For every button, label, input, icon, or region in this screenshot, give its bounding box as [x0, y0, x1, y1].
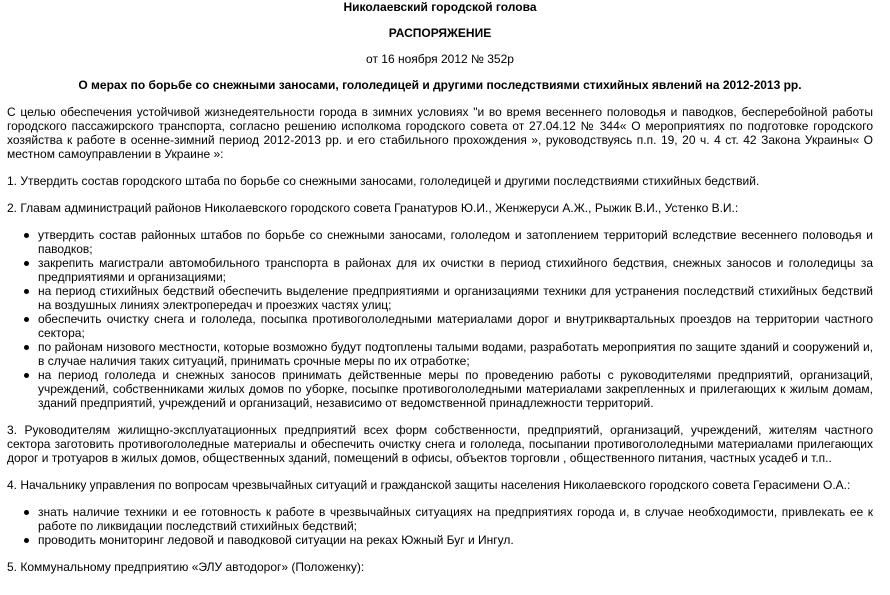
clause-4-list — [7, 505, 873, 547]
list-item: закрепить магистрали автомобильного транспорта в районах для их очистки в период стихийного бедствия, снежных заносов и гололедицы за предприятиями и организациями; — [38, 256, 873, 284]
list-item: на период гололеда и снежных заносов принимать действенные меры по проведению работы с руководителями предприятий, организаций, учреждений, собственниками жилых домов по уборке, посыпке противогололедными материалами закрепленных и прилегающих к жилым домам, зданий предприятий, учреждений и организаций, независимо от ведомственной принадлежности территорий. — [38, 368, 873, 410]
list-item: по районам низового местности, которые возможно будут подтоплены талыми водами, разработать мероприятия по защите зданий и сооружений и, в случае наличия таких ситуаций, принимать срочные меры по их отработке; — [38, 340, 873, 368]
clause-4: 4. Начальнику управления по вопросам чрезвычайных ситуаций и гражданской защиты населения Николаевского городского совета Герасимени О.А.: — [7, 478, 851, 492]
document-subject: О мерах по борьбе со снежными заносами, гололедицей и другими последствиями стихийных явлений на 2012-2013 рр. — [78, 78, 802, 92]
list-item: на период стихийных бедствий обеспечить выделение предприятиями и организациями техники для устранения последствий стихийных бедствий на воздушных линиях электропередач и проезжих частях улиц; — [38, 284, 873, 312]
preamble-paragraph: С целью обеспечения устойчивой жизнедеятельности города в зимних условиях "и во время весеннего половодья и паводков, бесперебойной работы городского пассажирского транспорта, согласно решению исполкома городского совета от 27.04.12 № 344« О мероприятиях по подготовке городского хозяйства к работе в осенне-зимний период 2012-2013 рр. и его стабильного прохождения », руководствуясь п.п. 19, 20 ч. 4 ст. 42 Закона Украины« О местном самоуправлении в Украине »: — [7, 105, 873, 161]
document — [7, 0, 873, 574]
issuing-authority: Николаевский городской голова — [343, 0, 537, 14]
list-item: обеспечить очистку снега и гололеда, посыпка противогололедными материалами дорог и внутриквартальных проездов на территории частного сектора; — [38, 312, 873, 340]
clause-2-list — [7, 228, 873, 410]
clause-2: 2. Главам администраций районов Николаевского городского совета Гранатуров Ю.И., Женжеруси А.Ж., Рыжик В.И., Устенко В.И.: — [7, 201, 739, 215]
list-item: утвердить состав районных штабов по борьбе со снежными заносами, гололедом и затоплением территорий вследствие весеннего половодья и паводков; — [38, 228, 873, 256]
document-type: РАСПОРЯЖЕНИЕ — [388, 26, 492, 40]
clause-5: 5. Коммунальному предприятию «ЭЛУ автодорог» (Положенку): — [7, 560, 365, 574]
clause-1: 1. Утвердить состав городского штаба по борьбе со снежными заносами, гололедицей и другими последствиями стихийных бедствий. — [7, 174, 760, 188]
date-and-number: от 16 ноября 2012 № 352р — [366, 52, 514, 66]
clause-3: 3. Руководителям жилищно-эксплуатационных предприятий всех форм собственности, предприятий, организаций, учреждений, жителям частного сектора заготовить противогололедные материалы и обеспечить очистку снега и гололеда, посыпании противогололедными материалами прилегающих дорог и тротуаров в жилых домов, общественных зданий, помещений в офисы, объектов торговли , общественного питания, частных усадеб и т.п.. — [7, 423, 873, 465]
list-item: проводить мониторинг ледовой и паводковой ситуации на реках Южный Буг и Ингул. — [38, 533, 873, 547]
list-item: знать наличие техники и ее готовность к работе в чрезвычайных ситуациях на предприятиях города и, в случае необходимости, привлекать ее к работе по ликвидации последствий стихийных бедствий; — [38, 505, 873, 533]
